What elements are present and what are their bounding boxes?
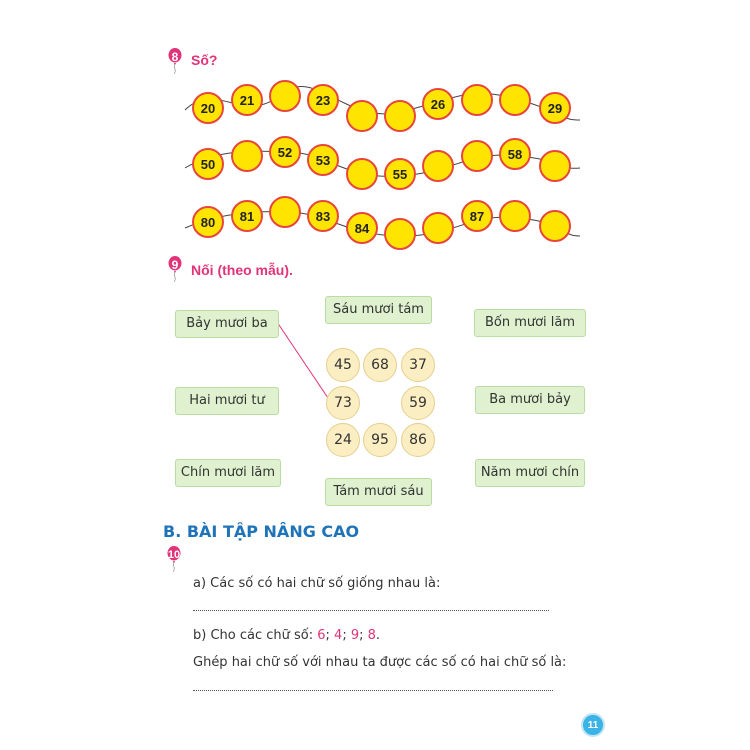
bead: 23 [307, 84, 339, 116]
question-10b-text [193, 628, 380, 643]
question-10a-text: a) Các số có hai chữ số giống nhau là: [193, 576, 441, 591]
bead: 81 [231, 200, 263, 232]
bead: 21 [231, 84, 263, 116]
digit: 8 [367, 628, 376, 643]
digit: 4 [334, 628, 343, 643]
bead: 53 [307, 144, 339, 176]
word-box-bay-muoi-ba[interactable]: Bảy mươi ba [175, 310, 279, 338]
bead: 55 [384, 158, 416, 190]
question-title: Nối (theo mẫu). [191, 262, 293, 278]
answer-line-b[interactable] [193, 690, 553, 691]
bead: 52 [269, 136, 301, 168]
word-box-nam-muoi-chin[interactable]: Năm mươi chín [475, 459, 585, 487]
word-box-chin-muoi-lam[interactable]: Chín mươi lăm [175, 459, 281, 487]
period: . [375, 628, 381, 643]
word-box-tam-muoi-sau[interactable]: Tám mươi sáu [325, 478, 432, 506]
bead: 29 [539, 92, 571, 124]
bead: 87 [461, 200, 493, 232]
separator: ; [342, 628, 351, 643]
question-10b-prefix: b) Cho các chữ số: [193, 628, 318, 643]
answer-line-a[interactable] [193, 610, 549, 611]
digit: 9 [350, 628, 360, 643]
bead: 84 [346, 212, 378, 244]
number-circle[interactable]: 45 [326, 348, 360, 382]
question-number: 9 [171, 258, 179, 272]
number-circle[interactable]: 95 [363, 423, 397, 457]
bead: 80 [192, 206, 224, 238]
word-box-bon-muoi-lam[interactable]: Bốn mươi lăm [474, 309, 586, 337]
page-number: 11 [581, 713, 605, 737]
bead: 50 [192, 148, 224, 180]
bead: 58 [499, 138, 531, 170]
word-box-hai-muoi-tu[interactable]: Hai mươi tư [175, 387, 279, 415]
number-circle[interactable]: 59 [401, 386, 435, 420]
number-circle[interactable]: 86 [401, 423, 435, 457]
bead: 20 [192, 92, 224, 124]
number-circle[interactable]: 73 [326, 386, 360, 420]
digit: 6 [317, 628, 326, 643]
question-10b-text2: Ghép hai chữ số với nhau ta được các số có hai chữ số là: [193, 655, 567, 670]
bead: 26 [422, 88, 454, 120]
question-title: Số? [191, 52, 218, 68]
number-circle[interactable]: 37 [401, 348, 435, 382]
section-heading: B. BÀI TẬP NÂNG CAO [163, 522, 360, 541]
separator: ; [325, 628, 335, 643]
word-box-ba-muoi-bay[interactable]: Ba mươi bảy [475, 386, 585, 414]
bead: 83 [307, 200, 339, 232]
number-circle[interactable]: 68 [363, 348, 397, 382]
question-number: 10 [167, 549, 181, 561]
question-number: 8 [171, 50, 179, 64]
separator: ; [359, 628, 368, 643]
word-box-sau-muoi-tam[interactable]: Sáu mươi tám [325, 296, 432, 324]
number-circle[interactable]: 24 [326, 423, 360, 457]
